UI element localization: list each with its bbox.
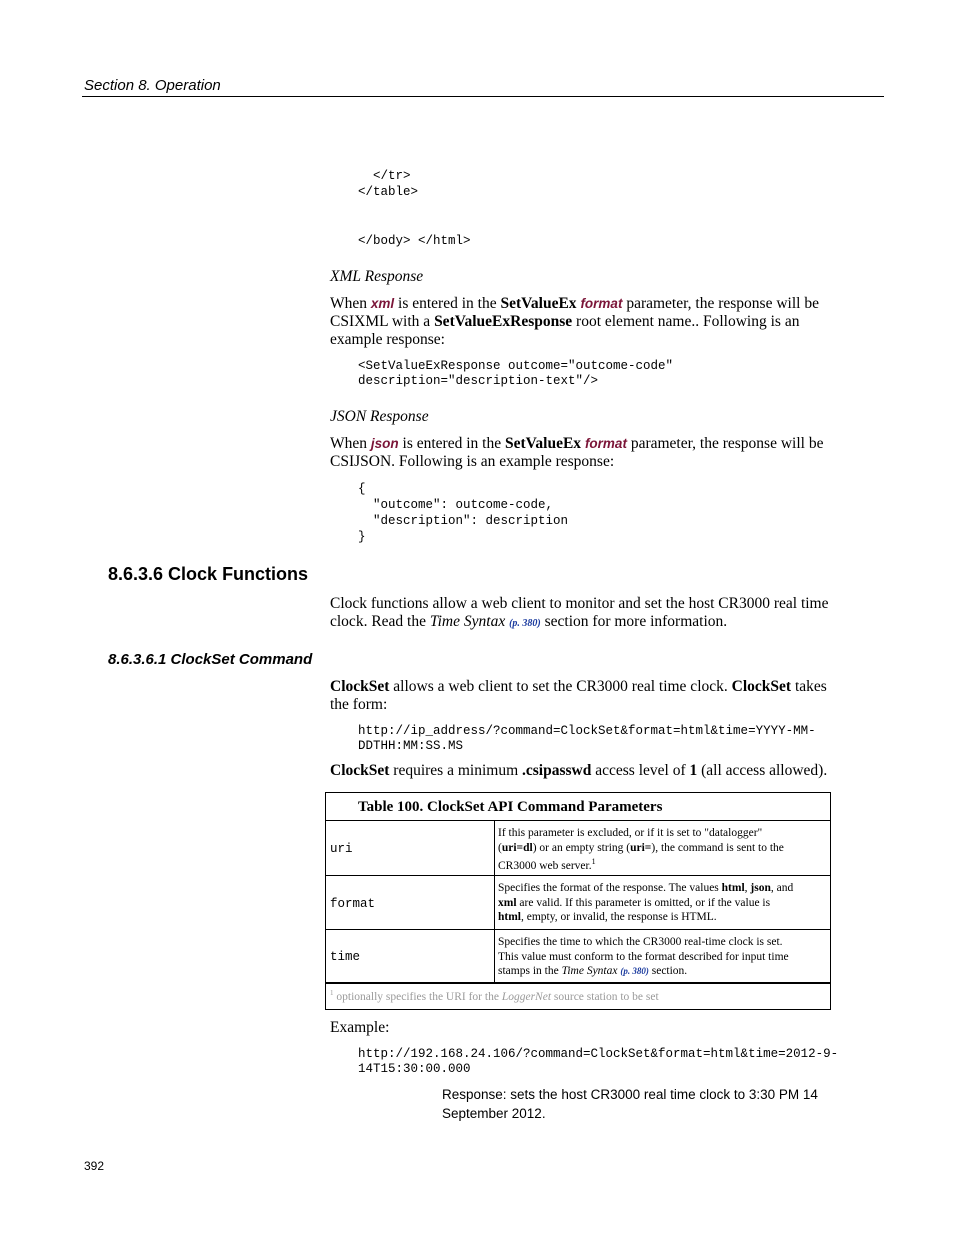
text: When [330, 435, 371, 452]
code-line: </table> [358, 185, 419, 199]
time-syntax-link-text: Time Syntax [561, 965, 618, 977]
access-level-name: .csipasswd [522, 762, 592, 779]
text: section for more information. [540, 613, 728, 630]
parameters-table [325, 792, 831, 1010]
text: access level of [591, 762, 690, 779]
text: ) or an empty string ( [532, 841, 631, 854]
param-name: uri [330, 842, 353, 856]
xml-response-heading: XML Response [330, 268, 424, 285]
text: is entered in the [394, 295, 501, 312]
code-line: "outcome": outcome-code, [358, 498, 554, 512]
page-reference-link[interactable]: (p. 380) [620, 966, 649, 976]
table-column-divider [494, 820, 495, 982]
text: CR3000 web server. [498, 859, 592, 872]
code-line: "description": description [358, 514, 569, 528]
table-rule [326, 875, 830, 876]
access-level-number: 1 [689, 762, 698, 779]
keyword-format: format [584, 436, 627, 451]
subsection-heading: 8.6.3.6.1 ClockSet Command [108, 651, 313, 668]
text: takes [791, 678, 827, 695]
text: Specifies the time to which the CR3000 real-time clock is set. [498, 936, 783, 948]
clock-paragraph [330, 595, 829, 633]
command-name: ClockSet [731, 678, 792, 695]
text: is entered in the [398, 435, 505, 452]
table-footnote [330, 989, 659, 1003]
code-line: <SetValueExResponse outcome="outcome-code" [358, 359, 674, 373]
text: xml [498, 896, 517, 909]
text: Response: sets the host CR3000 real time clock to 3:30 PM 14 [442, 1087, 818, 1102]
json-response-heading: JSON Response [330, 408, 429, 425]
text: Clock functions allow a web client to monitor and set the host CR3000 real time [330, 595, 829, 612]
code-line: http://ip_address/?command=ClockSet&format=html&time=YYYY-MM- [358, 724, 816, 738]
page-header: Section 8. Operation [84, 77, 221, 94]
footnote-marker: 1 [591, 857, 596, 866]
text: stamps in the [498, 965, 562, 977]
text: , [744, 882, 751, 894]
param-description [498, 935, 826, 979]
section-heading: 8.6.3.6 Clock Functions [108, 564, 309, 584]
table-rule [326, 982, 830, 984]
text: , and [770, 882, 794, 894]
code-line: http://192.168.24.106/?command=ClockSet&format=html&time=2012-9- [358, 1047, 839, 1061]
text: root element name.. Following is an [572, 313, 800, 330]
text: If this parameter is excluded, or if it is set to "datalogger" [498, 827, 763, 839]
time-syntax-link-text: Time Syntax [429, 613, 506, 630]
access-level-paragraph [330, 762, 827, 780]
param-name: time [330, 950, 361, 964]
xml-response-paragraph [330, 295, 819, 349]
example-label: Example: [330, 1019, 390, 1036]
text: html [498, 911, 521, 923]
text: uri=dl [501, 841, 533, 854]
text: (all access allowed). [697, 762, 828, 779]
text: source station to be set [551, 990, 659, 1003]
param-description [498, 881, 826, 925]
text: section. [648, 965, 688, 977]
text: , empty, or invalid, the response is HTML. [521, 911, 717, 923]
param-description [498, 826, 826, 873]
text: parameter, the response will be [626, 435, 824, 452]
code-line: { [358, 482, 366, 496]
text: When [330, 295, 371, 312]
page-number: 392 [84, 1159, 105, 1173]
code-line: </body> </html> [358, 234, 471, 248]
code-line: } [358, 530, 366, 544]
param-name: format [330, 897, 376, 911]
header-rule [82, 96, 884, 97]
text: optionally specifies the URI for the [333, 990, 502, 1003]
text: clock. Read the [330, 613, 430, 630]
text: html [721, 882, 745, 894]
command-name: ClockSet [330, 678, 390, 695]
text: September 2012. [442, 1106, 546, 1121]
code-line: </tr> [358, 169, 411, 183]
text: parameter, the response will be [622, 295, 819, 312]
text: CSIJSON. Following is an example response: [330, 453, 615, 470]
table-title: Table 100. ClockSet API Command Parameters [358, 799, 663, 815]
clockset-paragraph [330, 678, 827, 714]
text: requires a minimum [389, 762, 523, 779]
table-rule [326, 820, 830, 821]
footnote-marker: 1 [330, 989, 334, 997]
text: uri= [630, 841, 652, 854]
code-line: 14T15:30:00.000 [358, 1062, 471, 1076]
text: are valid. If this parameter is omitted, or if the value is [516, 896, 771, 909]
keyword-json: json [370, 436, 399, 451]
text: example response: [330, 331, 445, 348]
text: allows a web client to set the CR3000 real time clock. [389, 678, 732, 695]
text: Specifies the format of the response. The values [498, 882, 722, 894]
keyword-xml: xml [370, 296, 395, 311]
command-name: SetValueEx [504, 435, 582, 452]
root-element-name: SetValueExResponse [434, 313, 573, 330]
json-response-paragraph [330, 435, 823, 471]
page-reference-link[interactable]: (p. 380) [509, 618, 541, 629]
text: json [750, 882, 771, 894]
text: ), the command is sent to the [651, 841, 784, 854]
code-line: description="description-text"/> [358, 374, 599, 388]
table-rule [326, 929, 830, 930]
text: ( [498, 841, 502, 854]
example-response [442, 1085, 818, 1123]
text: CSIXML with a [330, 313, 435, 330]
command-name: SetValueEx [500, 295, 577, 312]
text: LoggerNet [501, 990, 552, 1003]
code-line: DDTHH:MM:SS.MS [358, 739, 464, 753]
keyword-format: format [580, 296, 623, 311]
text: the form: [330, 696, 388, 713]
command-name: ClockSet [330, 762, 390, 779]
text: This value must conform to the format described for input time [498, 950, 789, 963]
